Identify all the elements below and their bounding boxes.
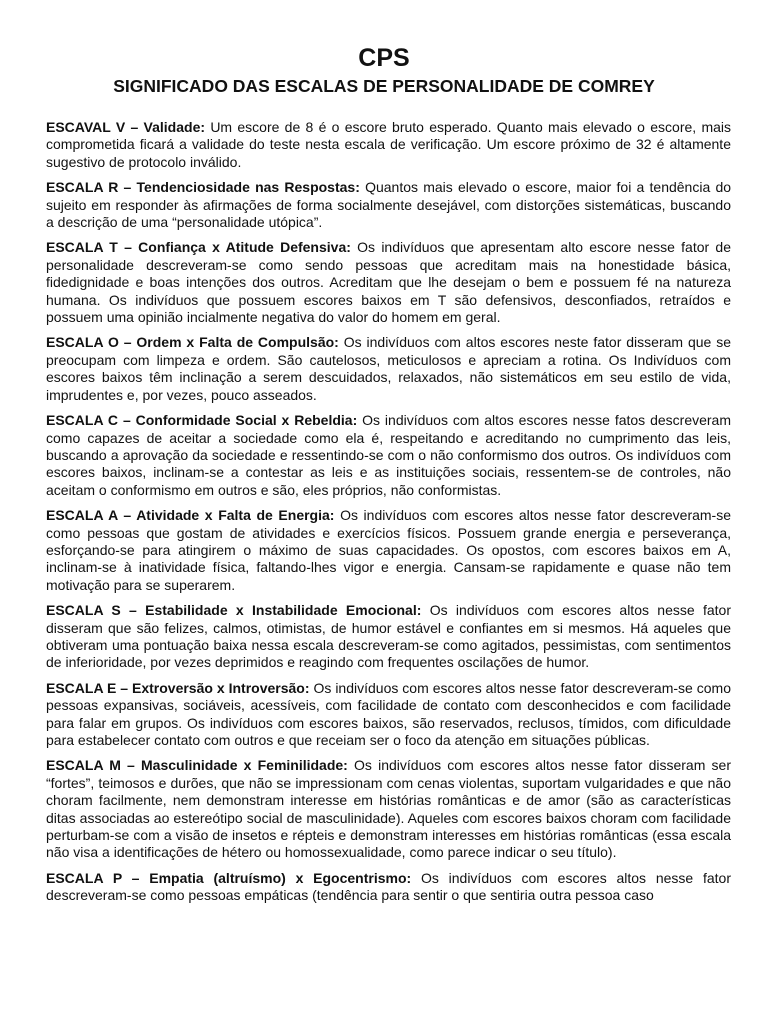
paragraph-escala-c bbox=[46, 412, 731, 499]
paragraph-heading: ESCALA R – Tendenciosidade nas Respostas: bbox=[46, 179, 360, 196]
paragraph-escala-o bbox=[46, 334, 731, 404]
paragraph-escala-v bbox=[46, 119, 731, 171]
paragraph-heading: ESCAVAL V – Validade: bbox=[46, 119, 206, 135]
paragraph-heading: ESCALA C – Conformidade Social x Rebeldia: bbox=[46, 412, 358, 429]
paragraph-text: Os indivíduos com escores altos nesse fator disseram ser “fortes”, teimosos e durões, que não se impressionam com cenas violentas, suportam vulgaridades e que não choram facilmente, nem demonstram interesse em histórias românticas e de amor (são as características ditas associadas ao estereótipo social de masculinidade). Aqueles com escores baixos choram com facilidade perturbam-se com a visão de insetos e répteis e demonstram interesses em histórias românticas (essa escala não visa a identificações de hétero ou homossexualidade, como parece indicar o seu título). bbox=[46, 757, 732, 861]
paragraph-text: Os indivíduos com altos escores neste fator disseram que se preocupam com limpeza e ordem. São cautelosos, meticulosos e apreciam a rotina. Os Indivíduos com escores baixos têm inclinação a serem descuidados, relaxados, não sistemáticos em seu estilo de vida, imprudentes e, por vezes, pouco asseados. bbox=[46, 334, 731, 403]
document-body bbox=[46, 119, 731, 913]
paragraph-escala-s bbox=[46, 602, 731, 672]
document-title: CPS bbox=[358, 44, 410, 72]
paragraph-escala-m bbox=[46, 757, 731, 861]
paragraph-text: Quantos mais elevado o escore, maior foi a tendência do sujeito em responder às afirmações de forma socialmente desejável, com distorções sistemáticas, buscando a descrição de uma “personalidade utópica”. bbox=[46, 179, 732, 231]
paragraph-text: Os indivíduos com escores altos nesse fator descreveram-se como pessoas que gostam de atividades e exercícios físicos. Possuem grande energia e perseverança, esforçando-se para atingirem o máximo de suas capacidades. Os opostos, com escores baixos em A, inclinam-se à inatividade física, faltando-lhes vigor e energia. Cansam-se rapidamente e quase não tem motivação para se superarem. bbox=[46, 507, 732, 593]
paragraph-text: Um escore de 8 é o escore bruto esperado. Quanto mais elevado o escore, mais comprometida ficará a validade do teste nesta escala de verificação. Um escore próximo de 32 é altamente sugestivo de protocolo inválido. bbox=[46, 119, 732, 170]
paragraph-heading: ESCALA E – Extroversão x Introversão: bbox=[46, 679, 310, 696]
paragraph-escala-a bbox=[46, 507, 731, 594]
paragraph-escala-t bbox=[46, 239, 731, 326]
paragraph-text: Os indivíduos com escores altos nesse fator descreveram-se como pessoas expansivas, sociáveis, acessíveis, com facilidade de contato com desconhecidos e com facilidade para falar em grupos. Os indivíduos com escores baixos, são reservados, reclusos, tímidos, com dificuldade para estabelecer contato com outros e que receiam ser o foco da atenção em situações públicas. bbox=[46, 679, 732, 748]
paragraph-heading: ESCALA M – Masculinidade x Feminilidade: bbox=[46, 757, 348, 774]
paragraph-escala-e bbox=[46, 680, 731, 750]
paragraph-text: Os indivíduos que apresentam alto escore nesse fator de personalidade descreveram-se como sendo pessoas que acreditam mais na honestidade básica, fidedignidade e boas intenções dos outros. Acreditam que lhe desejam o bem e possuem fé na natureza humana. Os indivíduos que possuem escores baixos em T são defensivos, desconfiados, retraídos e possuem uma opinião incialmente negativa do valor do homem em geral. bbox=[46, 239, 732, 326]
document-subtitle: SIGNIFICADO DAS ESCALAS DE PERSONALIDADE DE COMREY bbox=[113, 76, 655, 96]
paragraph-text: Os indivíduos com escores altos nesse fator disseram que são felizes, calmos, otimistas, de humor estável e confiantes em si mesmos. Há aqueles que obtiveram uma pontuação baixa nessa escala descreveram-se como agitados, pessimistas, com sentimentos de inferioridade, por vezes deprimidos e reagindo com frequentes oscilações de humor. bbox=[46, 602, 731, 671]
paragraph-heading: ESCALA P – Empatia (altruísmo) x Egocentrismo: bbox=[46, 869, 412, 886]
paragraph-heading: ESCALA T – Confiança x Atitude Defensiva: bbox=[46, 239, 351, 256]
paragraph-heading: ESCALA A – Atividade x Falta de Energia: bbox=[46, 507, 335, 524]
paragraph-text: Os indivíduos com escores altos nesse fator descreveram-se como pessoas empáticas (tendência para sentir o que sentiria outra pessoa caso bbox=[46, 869, 731, 904]
paragraph-escala-p bbox=[46, 870, 731, 905]
paragraph-text: Os indivíduos com altos escores nesse fatos descreveram como capazes de aceitar a sociedade como ela é, respeitando e acreditando no cumprimento das leis, buscando a aprovação da sociedade e ressentindo-se com o não conformismo dos outros. Os indivíduos com escores baixos, inclinam-se a contestar as leis e as instituições sociais, ressentem-se de controles, não aceitam o conformismo em outros e são, eles próprios, não conformistas. bbox=[46, 412, 731, 498]
paragraph-heading: ESCALA O – Ordem x Falta de Compulsão: bbox=[46, 334, 339, 351]
paragraph-escala-r bbox=[46, 179, 731, 231]
paragraph-heading: ESCALA S – Estabilidade x Instabilidade Emocional: bbox=[46, 602, 422, 619]
